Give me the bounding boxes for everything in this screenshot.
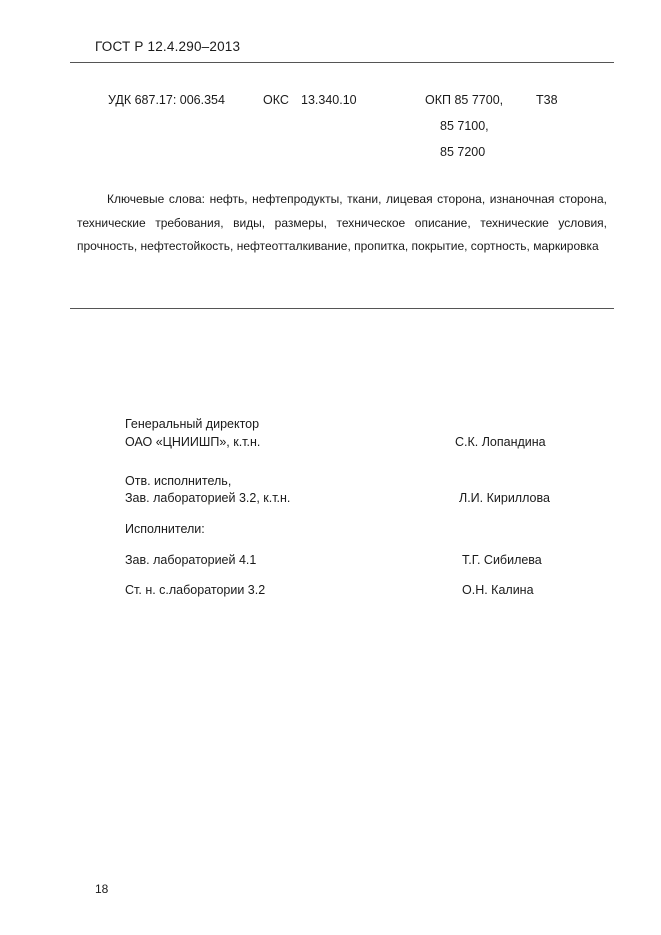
page-number: 18 bbox=[95, 882, 109, 896]
keywords-divider bbox=[70, 308, 614, 309]
signatory-3-name: Т.Г. Сибилева bbox=[462, 553, 542, 567]
signatory-1-role: Генеральный директор bbox=[125, 417, 260, 431]
okp-code-3: 85 7200 bbox=[440, 145, 486, 159]
signatory-2-position: Зав. лабораторией 3.2, к.т.н. bbox=[125, 491, 291, 505]
udk-code: УДК 687.17: 006.354 bbox=[108, 93, 225, 107]
signatory-4-name: О.Н. Калина bbox=[462, 583, 534, 597]
document-header: ГОСТ Р 12.4.290–2013 bbox=[95, 39, 241, 54]
signatory-4-role: Ст. н. с.лаборатории 3.2 bbox=[125, 583, 266, 597]
okp-code-1: ОКП 85 7700, bbox=[425, 93, 504, 107]
t-code: Т38 bbox=[536, 93, 558, 107]
oks-label: ОКС bbox=[263, 93, 289, 107]
oks-code: 13.340.10 bbox=[301, 93, 357, 107]
signatory-2-role: Отв. исполнитель, bbox=[125, 474, 232, 488]
signatory-3-role: Зав. лабораторией 4.1 bbox=[125, 553, 257, 567]
keywords-paragraph: Ключевые слова: нефть, нефтепродукты, ткани, лицевая сторона, изнаночная сторона, технические требования, виды, размеры, техническое описание, технические условия, прочность, нефтестойкость, нефтеотталкивание, пропитка, покрытие, сортность, маркировка bbox=[77, 192, 607, 253]
okp-code-2: 85 7100, bbox=[440, 119, 489, 133]
signatory-2-name: Л.И. Кириллова bbox=[459, 491, 550, 505]
signatory-1-org: ОАО «ЦНИИШП», к.т.н. bbox=[125, 435, 261, 449]
header-divider bbox=[70, 62, 614, 63]
executors-heading: Исполнители: bbox=[125, 522, 205, 536]
signatory-1-name: С.К. Лопандина bbox=[455, 435, 546, 449]
